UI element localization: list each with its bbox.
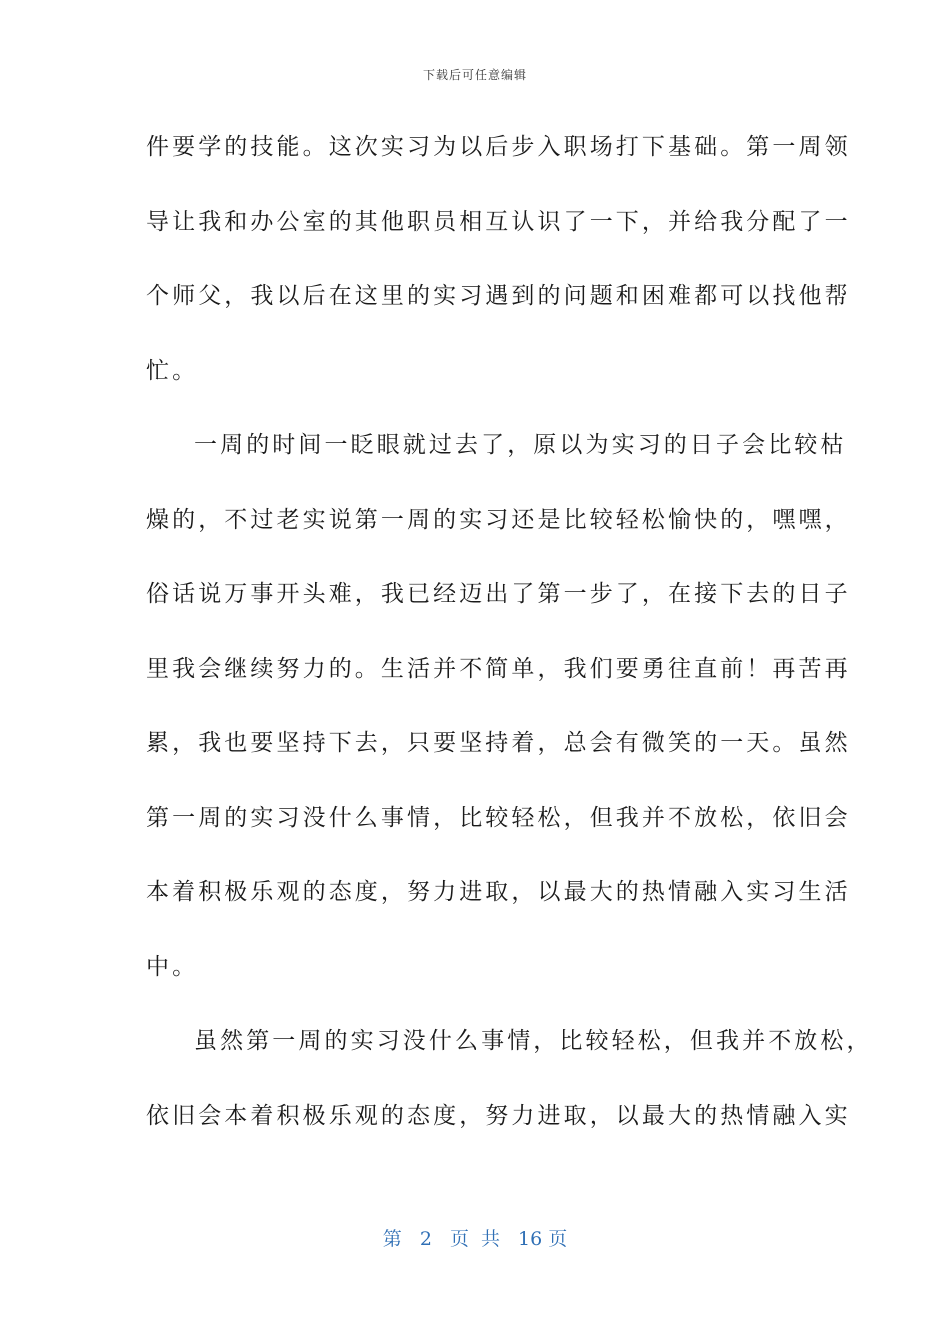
paragraph-first-line: 虽然第一周的实习没什么事情，比较轻松，但我并不放松， [194, 1028, 873, 1054]
body-line: 依旧会本着积极乐观的态度，努力进取，以最大的热情融入实 [146, 1102, 851, 1129]
footer-prefix: 第 [382, 1228, 402, 1250]
page-number-footer [0, 1224, 950, 1251]
footer-middle: 页 共 [449, 1228, 500, 1250]
body-line: 俗话说万事开头难，我已经迈出了第一步了，在接下去的日子 [146, 581, 851, 607]
footer-suffix: 页 [548, 1228, 568, 1250]
total-page-count: 16 [518, 1228, 543, 1250]
body-line: 累，我也要坚持下去，只要坚持着，总会有微笑的一天。虽然 [146, 730, 851, 756]
paragraph-first-line: 一周的时间一眨眼就过去了，原以为实习的日子会比较枯 [194, 432, 847, 458]
page-header: 下载后可任意编辑 [422, 68, 527, 82]
body-line: 忙。 [146, 357, 199, 384]
body-line: 第一周的实习没什么事情，比较轻松，但我并不放松，依旧会 [146, 804, 851, 831]
current-page-number: 2 [419, 1228, 432, 1250]
body-line: 本着积极乐观的态度，努力进取，以最大的热情融入实习生活 [146, 879, 851, 905]
body-line: 导让我和办公室的其他职员相互认识了一下，并给我分配了一 [146, 208, 851, 235]
document-body [146, 120, 873, 1163]
body-line: 件要学的技能。这次实习为以后步入职场打下基础。第一周领 [146, 134, 851, 160]
body-line: 中。 [146, 953, 199, 980]
body-line: 里我会继续努力的。生活并不简单，我们要勇往直前！再苦再 [146, 655, 851, 682]
body-line: 个师父，我以后在这里的实习遇到的问题和困难都可以找他帮 [146, 283, 851, 309]
body-line: 燥的，不过老实说第一周的实习还是比较轻松愉快的，嘿嘿， [146, 506, 851, 533]
